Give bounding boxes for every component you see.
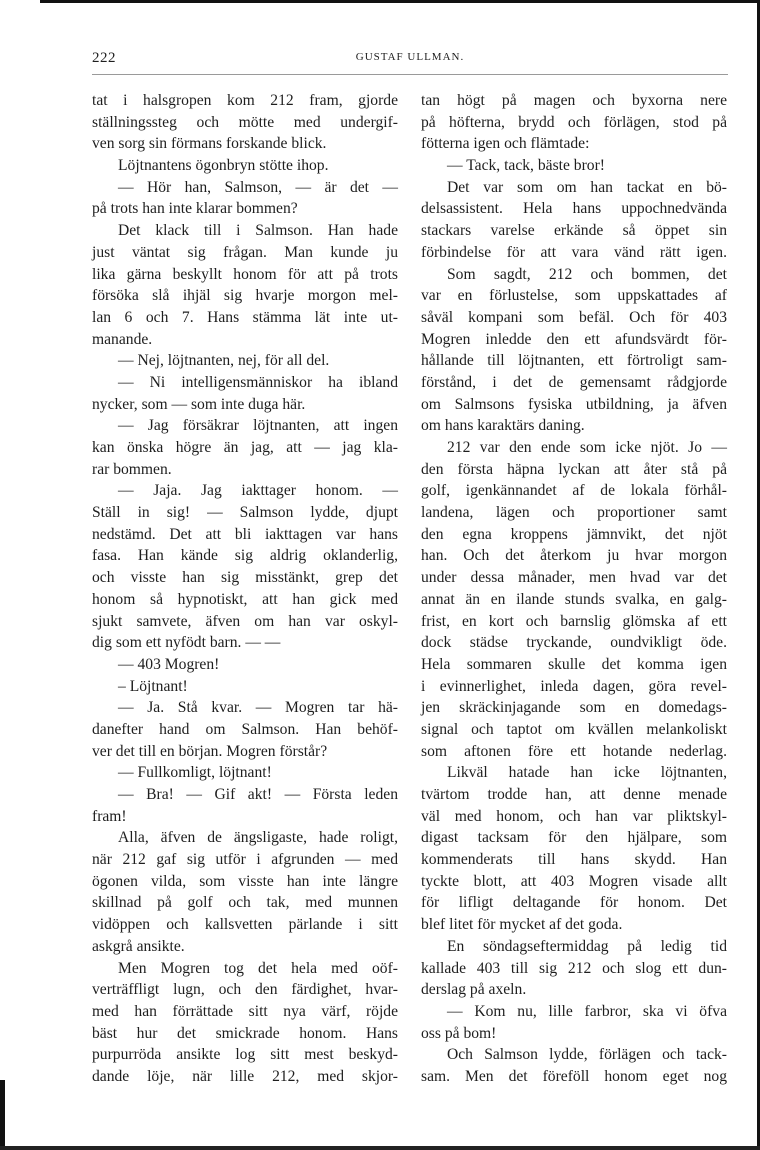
text-line: rar bommen. [92, 460, 172, 478]
text-line: Mogren inledde den ett afundsvärdt för- [421, 330, 727, 348]
text-line: golf, igenkännandet af de lokala förhål- [421, 482, 727, 500]
text-line: manande. [92, 330, 153, 348]
text-line: Hela sommaren skulle det komma igen [421, 655, 727, 673]
text-line: han. Och det återkom ju hvar morgon [421, 547, 727, 565]
text-line: jen skräckinjagande som en domedags- [421, 699, 727, 717]
text-line: danefter hand om Salmson. Han behöf- [92, 720, 398, 738]
text-line: förstånd, i det de gemensamt rådgjorde [421, 373, 727, 391]
text-line: blef litet för mycket af det goda. [421, 916, 623, 934]
text-line: om hans karaktärs daning. [421, 417, 585, 435]
text-line: — Tack, tack, bäste bror! [447, 157, 605, 175]
text-line: dande löje, när lille 212, med skjor- [92, 1067, 398, 1085]
text-line: — Ni intelligensmänniskor ha ibland [118, 373, 398, 391]
text-line: — Ja. Stå kvar. — Mogren tar hä- [118, 699, 398, 717]
text-line: — Kom nu, lille farbror, ska vi öfva [447, 1002, 727, 1020]
text-line: som aftonen före ett hotande nederlag. [421, 742, 727, 760]
text-line: lan 6 och 7. Hans stämma lät inte ut- [92, 308, 398, 326]
text-column-left [92, 90, 398, 1088]
text-line: derslag på axeln. [421, 981, 527, 999]
text-line: Och Salmson lydde, förlägen och tack- [447, 1046, 727, 1064]
text-line: med han förrättade sitt nya värf, röjde [92, 1002, 398, 1020]
text-line: försöka slå ihjäl sig hvarje morgon mel- [92, 287, 398, 305]
text-line: oss på bom! [421, 1024, 497, 1042]
text-line: nedstämd. Det att bli iakttagen var hans [92, 525, 398, 543]
text-line: såväl kompani som befäl. Och för 403 [421, 308, 727, 326]
text-line: Men Mogren tog det hela med oöf- [118, 959, 398, 977]
text-line: delsassistent. Hela hans uppochnedvända [421, 200, 727, 218]
text-line: bäst hur det smickrade honom. Hans [92, 1024, 398, 1042]
text-line: sam. Men det föreföll honom eget nog [421, 1067, 727, 1085]
text-line: tyckte blott, att 403 Mogren visade allt [421, 872, 727, 890]
text-line: Det var som om han tackat en bö- [447, 178, 727, 196]
text-line: purpurröda ansikte log sitt mest beskyd- [92, 1046, 398, 1064]
text-line: lika gärna beskyllt honom för att på trots [92, 265, 398, 283]
text-line: skillnad på golf och tak, med munnen [92, 894, 398, 912]
text-line: vidöppen och kallsvetten pärlande i sitt [92, 916, 398, 934]
text-line: och visste han sig misstänkt, grep det [92, 569, 398, 587]
text-line: den egna kroppens jämnvikt, det njöt [421, 525, 727, 543]
text-line: på höfterna, brydd och förlägen, stod på [421, 113, 727, 131]
text-line: i evinnerlighet, inleda dagen, göra revel- [421, 677, 727, 695]
text-line: på trots han inte klarar bommen? [92, 200, 298, 218]
text-line: nycker, som — som inte duga här. [92, 395, 306, 413]
text-line: om Salmsons fysiska utbildning, ja äfven [421, 395, 727, 413]
text-line: En söndagseftermiddag på ledig tid [447, 937, 727, 955]
text-line: var en förlustelse, som uppskattades af [421, 287, 727, 305]
text-line: förbindelse för att vara vänd rätt igen. [421, 243, 727, 261]
text-line: dig som ett nyfödt barn. — — [92, 634, 281, 652]
text-line: just väntat sig frågan. Man kunde ju [92, 243, 398, 261]
text-line: – Löjtnant! [118, 677, 188, 695]
text-line: Ställ in sig! — Salmson lydde, djupt [92, 504, 398, 522]
header-rule [92, 74, 728, 75]
text-line: ven sorg sin förmans forskande blick. [92, 135, 327, 153]
text-line: frist, en kort och barnslig glömska af ett [421, 612, 727, 630]
text-line: kallade 403 till sig 212 och slog ett dun- [421, 959, 727, 977]
text-line: när 212 gaf sig utför i afgrunden — med [92, 851, 398, 869]
running-head [92, 50, 728, 70]
text-line: Som sagdt, 212 och bommen, det [447, 265, 727, 283]
text-line: honom så hypnotiskt, att han gick med [92, 590, 398, 608]
text-line: landena, lägen och proportioner samt [421, 504, 727, 522]
text-line: — Nej, löjtnanten, nej, för all del. [118, 352, 330, 370]
text-line: — Jaja. Jag iakttager honom. — [118, 482, 398, 500]
text-line: — Jag försäkrar löjtnanten, att ingen [118, 417, 398, 435]
text-line: dock städse tryckande, oundvikligt öde. [421, 634, 727, 652]
text-line: Alla, äfven de ängsligaste, hade roligt, [118, 829, 398, 847]
text-line: verträffligt lugn, och den färdighet, hvar- [92, 981, 398, 999]
text-line: ställningssteg och mötte med undergif- [92, 113, 398, 131]
text-line: annat än en ilande stunds svalka, en galg- [421, 590, 727, 608]
text-line: tat i halsgropen kom 212 fram, gjorde [92, 92, 398, 109]
text-line: kan önska högre än jag, att — jag kla- [92, 439, 398, 456]
text-line: digast tacksam för den hjälpare, som [421, 829, 727, 847]
text-line: 212 var den ende som icke njöt. Jo — [447, 439, 727, 456]
text-line: — Hör han, Salmson, — är det — [118, 178, 398, 196]
text-line: fram! [92, 807, 127, 825]
text-line: väl med honom, och han var pliktskyl- [421, 807, 727, 825]
text-line: fasa. Han kände sig aldrig oklanderlig, [92, 547, 398, 565]
text-column-right [421, 90, 727, 1088]
text-line: för lifligt deltagande för honom. Det [421, 894, 727, 912]
text-line: ver det till en början. Mogren förstår? [92, 742, 328, 760]
text-line: kommenderats till hans skydd. Han [421, 851, 727, 869]
running-title: GUSTAF ULLMAN. [355, 51, 465, 63]
text-line: ögonen vilda, som visste han inte längre [92, 872, 398, 890]
text-line: signal och taptot om kvällen melankoliskt [421, 720, 727, 738]
text-line: Likväl hatade han icke löjtnanten, [447, 764, 727, 782]
scan-edge-left [0, 1080, 5, 1150]
text-line: — Bra! — Gif akt! — Första leden [118, 786, 398, 803]
text-line: hållande till löjtnanten, ett förtroligt sam- [421, 352, 727, 370]
text-line: under dessa månader, men hvad var det [421, 569, 727, 587]
text-line: fötterna igen och flämtade: [421, 135, 590, 153]
text-line: stackars varelse erkände så öppet sin [421, 222, 727, 240]
scan-edge-bottom [0, 1146, 760, 1150]
text-line: sjukt samvete, äfven om han var oskyl- [92, 612, 398, 630]
page-number: 222 [92, 50, 116, 66]
text-line: den första häpna lyckan att åter stå på [421, 460, 727, 478]
text-line: tvärtom trodde han, att denne menade [421, 786, 727, 803]
text-line: Det klack till i Salmson. Han hade [118, 222, 398, 240]
text-line: tan högt på magen och byxorna nere [421, 92, 727, 109]
text-line: askgrå ansikte. [92, 937, 185, 955]
text-line: — 403 Mogren! [118, 655, 220, 673]
text-line: — Fullkomligt, löjtnant! [118, 764, 272, 782]
text-line: Löjtnantens ögonbryn stötte ihop. [118, 157, 329, 175]
scan-edge-top [40, 0, 760, 3]
